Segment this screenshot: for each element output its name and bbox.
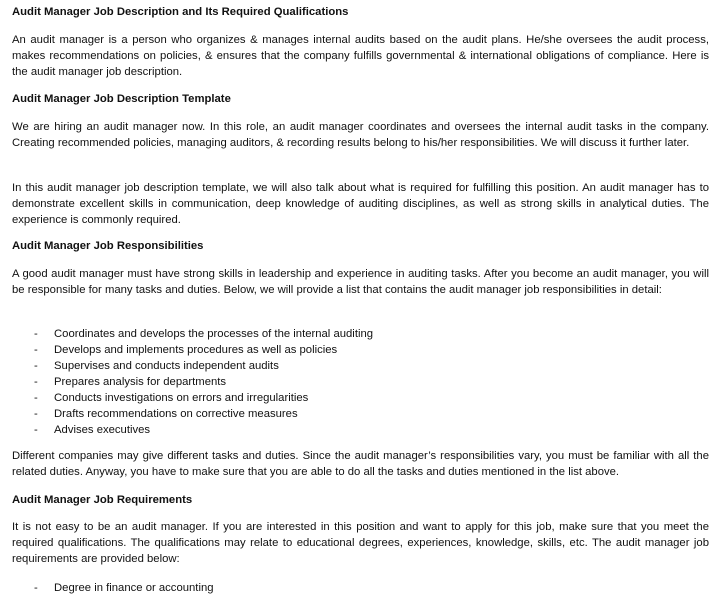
list-item: - Coordinates and develops the processes of the internal auditing bbox=[12, 326, 709, 342]
responsibilities-heading: Audit Manager Job Responsibilities bbox=[12, 240, 204, 252]
list-item: - Prepares analysis for departments bbox=[12, 374, 709, 390]
list-item: - Advises executives bbox=[12, 422, 709, 438]
responsibilities-intro: A good audit manager must have strong skills in leadership and experience in auditing tasks. After you become an audit manager, you will be responsible for many tasks and duties. Below, we will provide a list that contains the audit manager job responsibilities in detail: bbox=[12, 268, 709, 296]
requirements-list bbox=[12, 580, 709, 596]
list-item: - Degree in finance or accounting bbox=[12, 580, 709, 596]
list-item: - Drafts recommendations on corrective measures bbox=[12, 406, 709, 422]
list-item: - Develops and implements procedures as well as policies bbox=[12, 342, 709, 358]
requirements-heading: Audit Manager Job Requirements bbox=[12, 494, 193, 506]
document-title: Audit Manager Job Description and Its Required Qualifications bbox=[12, 6, 349, 18]
template-paragraph-2: In this audit manager job description template, we will also talk about what is required for fulfilling this position. An audit manager has to demonstrate excellent skills in communication, deep knowledge of auditing disciplines, as well as strong skills in analytical duties. The experience is commonly required. bbox=[12, 182, 709, 226]
intro-paragraph: An audit manager is a person who organizes & manages internal audits based on the audit plans. He/she oversees the audit process, makes recommendations on policies, & ensures that the company fulfills governmental & international obligations of compliance. Here is the audit manager job description. bbox=[12, 34, 709, 78]
template-paragraph-1: We are hiring an audit manager now. In this role, an audit manager coordinates and oversees the internal audit tasks in the company. Creating recommended policies, managing auditors, & recording results belong to his/her responsibilities. We will discuss it further later. bbox=[12, 121, 709, 149]
responsibilities-list bbox=[12, 326, 709, 438]
list-item: - Conducts investigations on errors and irregularities bbox=[12, 390, 709, 406]
requirements-intro: It is not easy to be an audit manager. If you are interested in this position and want to apply for this job, make sure that you meet the required qualifications. The qualifications may relate to educational degrees, experiences, knowledge, skills, etc. The audit manager job requirements are provided below: bbox=[12, 521, 709, 565]
responsibilities-outro: Different companies may give different tasks and duties. Since the audit manager’s responsibilities vary, you must be familiar with all the related duties. Anyway, you have to make sure that you are able to do all the tasks and duties mentioned in the list above. bbox=[12, 450, 709, 478]
template-heading: Audit Manager Job Description Template bbox=[12, 93, 231, 105]
list-item: - Supervises and conducts independent audits bbox=[12, 358, 709, 374]
